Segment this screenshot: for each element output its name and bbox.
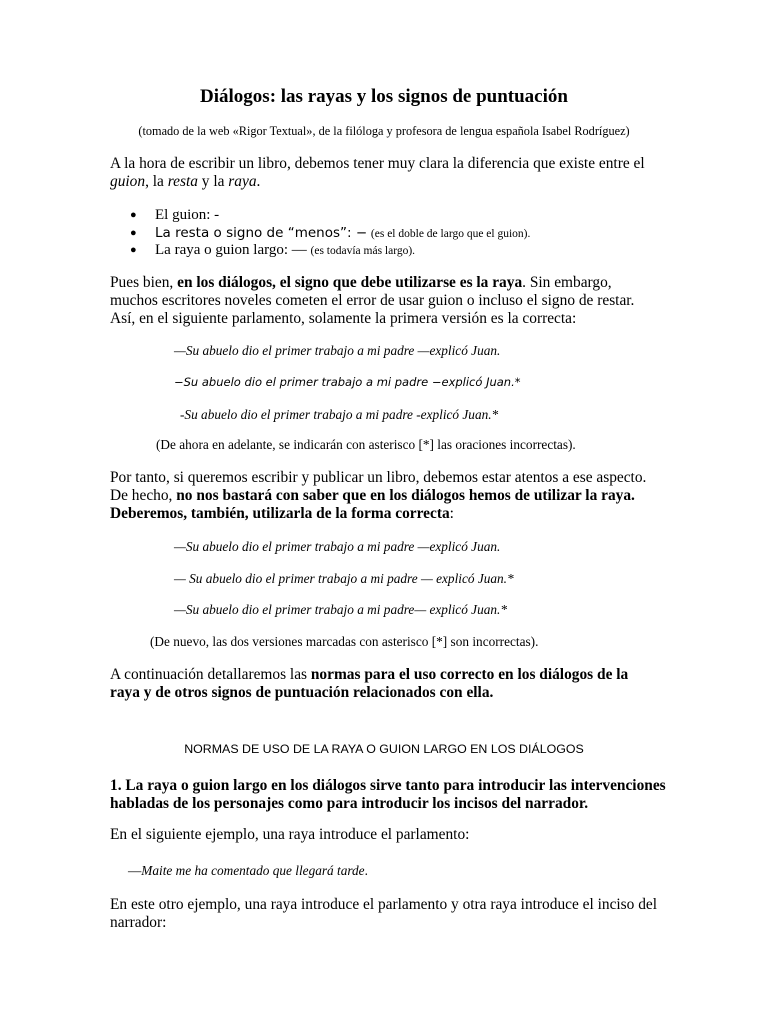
example-end: . (364, 863, 368, 878)
paragraph-4 (110, 666, 670, 702)
para4-bold-2: raya y de otros signos de puntuación relacionados con ella. (110, 684, 494, 701)
paragraph-3 (110, 469, 670, 523)
para2-bold: en los diálogos, el signo que debe utilizarse es la raya (177, 274, 523, 291)
bullet-icon: ● (130, 226, 137, 239)
bullet-label: El guion: - (155, 207, 220, 223)
para3-bold-2: Deberemos, también, utilizarla de la forma correcta (110, 505, 450, 522)
intro-text-3: y la (197, 173, 229, 190)
paragraph-2 (110, 274, 670, 328)
intro-raya: raya (228, 173, 257, 190)
example-minus-incorrect: −Su abuelo dio el primer trabajo a mi padre −explicó Juan.* (174, 375, 521, 389)
intro-text-2: , la (145, 173, 168, 190)
para4-text: A continuación detallaremos las (110, 666, 311, 683)
para2-line-2: muchos escritores noveles cometen el error de usar guion o incluso el signo de restar. (110, 292, 635, 309)
document-subtitle: (tomado de la web «Rigor Textual», de la filóloga y profesora de lengua española Isabel Rodríguez) (138, 124, 630, 138)
intro-text-4: . (256, 173, 261, 190)
rule-1 (110, 777, 670, 813)
bullet-note: (es el doble de largo que el guion). (370, 227, 531, 240)
bullet-label: La resta o signo de “menos”: − (155, 224, 368, 241)
bullet-icon: ● (130, 244, 137, 256)
example-dash: — (128, 863, 142, 878)
intro-paragraph (110, 155, 670, 191)
para2-text: Pues bien, (110, 274, 178, 291)
note-asterisk: (De ahora en adelante, se indicarán con asterisco [*] las oraciones incorrectas). (156, 437, 576, 452)
example-attached-incorrect: —Su abuelo dio el primer trabajo a mi padre— explicó Juan.* (174, 602, 507, 617)
note-asterisk-2: (De nuevo, las dos versiones marcadas con asterisco [*] son incorrectas). (150, 634, 539, 649)
bullet-content (155, 225, 530, 244)
example-correct: —Su abuelo dio el primer trabajo a mi padre —explicó Juan. (174, 343, 501, 358)
paragraph-5: En el siguiente ejemplo, una raya introduce el parlamento: (110, 826, 470, 843)
rule1-line-1: 1. La raya o guion largo en los diálogos sirve tanto para introducir las intervenciones (110, 777, 666, 794)
section-heading: NORMAS DE USO DE LA RAYA O GUION LARGO EN LOS DIÁLOGOS (184, 742, 584, 756)
para4-bold-1: normas para el uso correcto en los diálogos de la (310, 666, 629, 683)
para6-line-2: narrador: (110, 914, 167, 931)
para3-line-1: Por tanto, si queremos escribir y publicar un libro, debemos estar atentos a ese aspecto. (110, 469, 647, 486)
bullet-note: (es todavía más largo). (310, 245, 416, 257)
para6-line-1: En este otro ejemplo, una raya introduce el parlamento y otra raya introduce el inciso del (110, 896, 658, 913)
intro-resta: resta (167, 173, 198, 190)
document-title: Diálogos: las rayas y los signos de puntuación (200, 86, 568, 107)
example-dialogue (128, 863, 368, 879)
example-spaced-incorrect: — Su abuelo dio el primer trabajo a mi padre — explicó Juan.* (174, 571, 514, 586)
example-correct-2: —Su abuelo dio el primer trabajo a mi padre —explicó Juan. (174, 539, 501, 554)
para3-text: De hecho, (110, 487, 177, 504)
para2-text-2: . Sin embargo, (522, 274, 612, 291)
example-text: Maite me ha comentado que llegará tarde (141, 863, 365, 878)
bullet-content (155, 242, 415, 261)
example-hyphen-incorrect: -Su abuelo dio el primer trabajo a mi padre -explicó Juan.* (180, 407, 499, 422)
para3-bold-1: no nos bastará con saber que en los diálogos hemos de utilizar la raya. (176, 487, 635, 504)
intro-text: A la hora de escribir un libro, debemos tener muy clara la diferencia que existe entre el (110, 155, 645, 172)
bullet-icon: ● (130, 209, 137, 221)
bullet-label: La raya o guion largo: — (155, 242, 307, 258)
para3-text-2: : (449, 505, 454, 522)
intro-guion: guion (110, 173, 146, 190)
para2-line-3: Así, en el siguiente parlamento, solamente la primera versión es la correcta: (110, 310, 577, 327)
paragraph-6 (110, 896, 670, 932)
rule1-line-2: habladas de los personajes como para introducir los incisos del narrador. (110, 795, 589, 812)
